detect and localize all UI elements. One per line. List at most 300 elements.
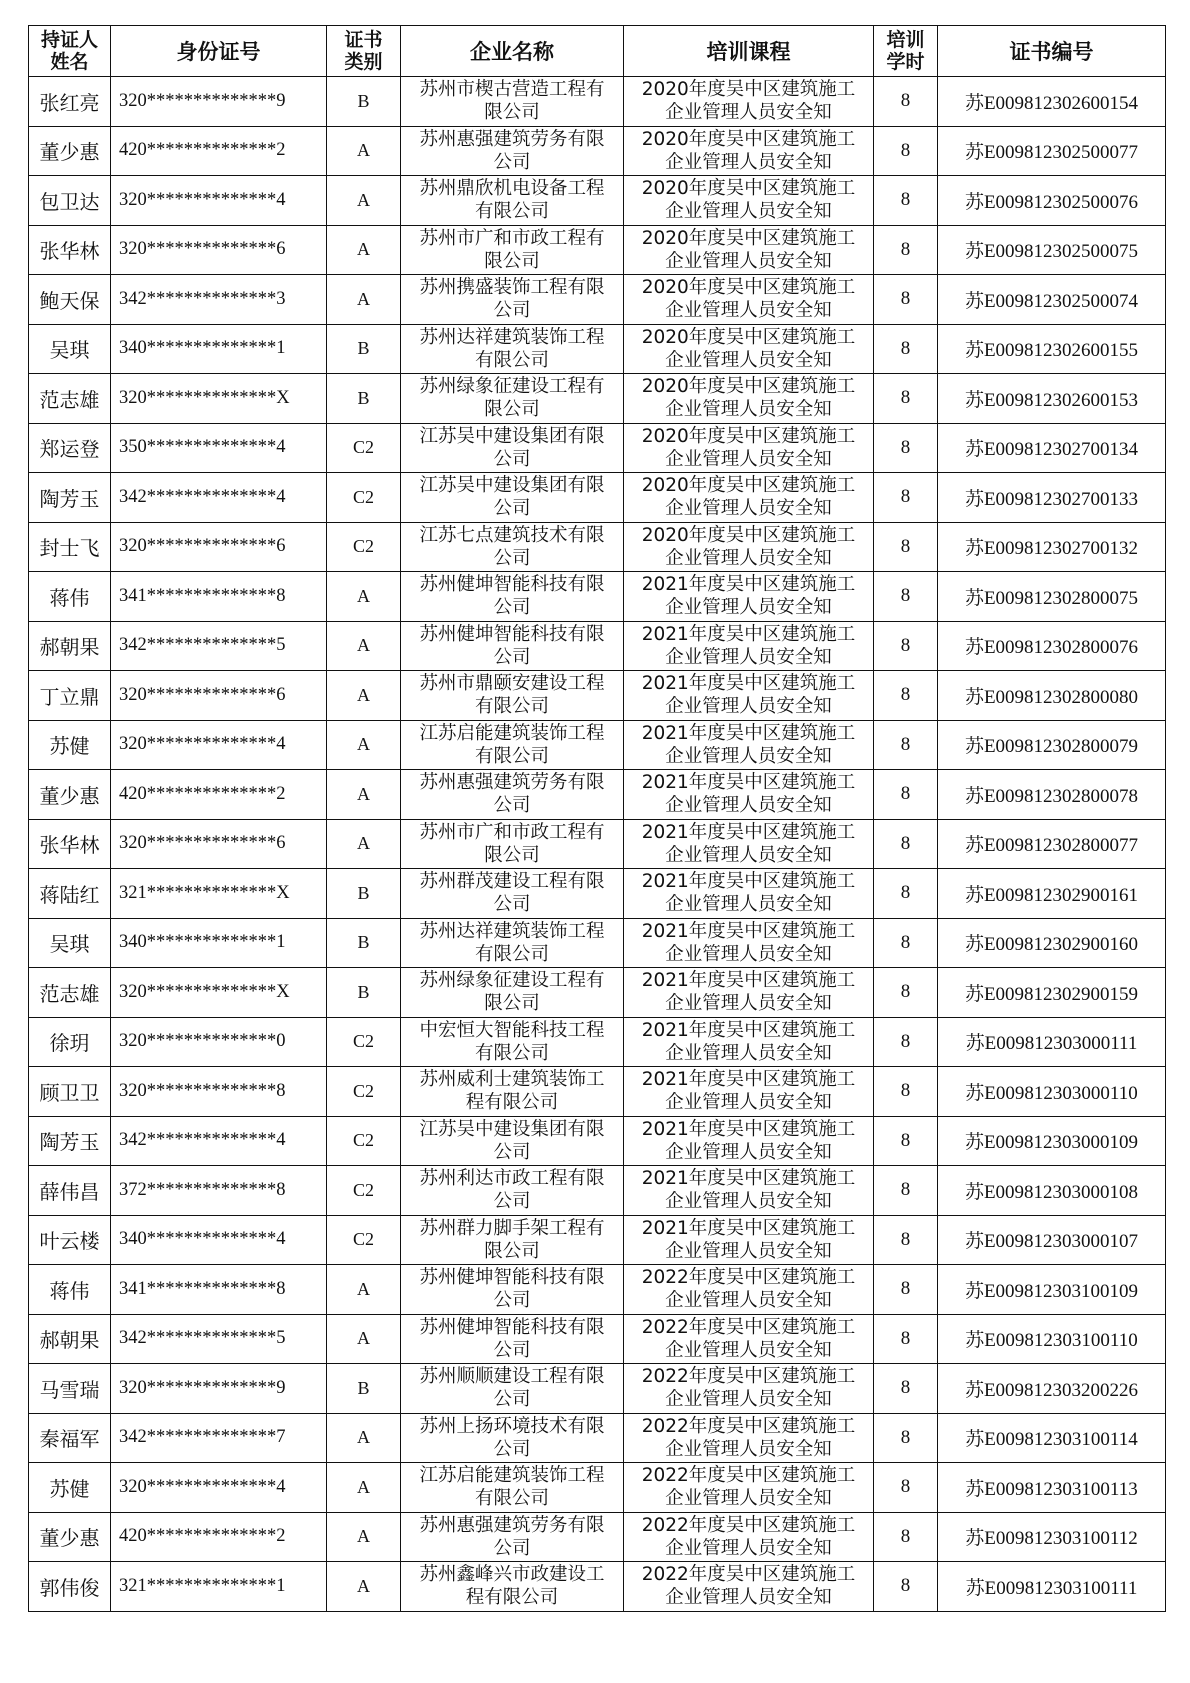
company-cell <box>401 423 624 473</box>
company-text: 苏州顺顺建设工程有限公司 <box>419 1366 605 1411</box>
cert-number-cell: 苏E009812302500074 <box>938 275 1166 325</box>
cert-number-cell: 苏E009812302800078 <box>938 770 1166 820</box>
id-number-cell: 342**************4 <box>111 1116 327 1166</box>
course-cell <box>624 1017 874 1067</box>
table-row <box>29 1413 1166 1463</box>
holder-name-cell: 董少惠 <box>29 126 111 176</box>
id-number-cell: 320**************0 <box>111 1017 327 1067</box>
company-cell <box>401 1512 624 1562</box>
company-text: 苏州市广和市政工程有限公司 <box>419 821 605 866</box>
hours-cell: 8 <box>874 1215 938 1265</box>
course-cell <box>624 324 874 374</box>
company-text: 苏州健坤智能科技有限公司 <box>419 574 605 619</box>
course-cell <box>624 225 874 275</box>
company-cell <box>401 1314 624 1364</box>
company-cell <box>401 1413 624 1463</box>
course-text: 2020年度吴中区建筑施工企业管理人员安全知 <box>641 277 856 322</box>
company-text: 苏州市广和市政工程有限公司 <box>419 227 605 272</box>
hours-cell: 8 <box>874 621 938 671</box>
company-text: 苏州惠强建筑劳务有限公司 <box>419 128 605 173</box>
id-number-cell: 420**************2 <box>111 1512 327 1562</box>
certificate-roster-page <box>28 25 1165 1612</box>
table-row <box>29 918 1166 968</box>
company-text: 苏州上扬环境技术有限公司 <box>419 1415 605 1460</box>
course-cell <box>624 1364 874 1414</box>
id-number-cell: 340**************4 <box>111 1215 327 1265</box>
id-number-cell: 372**************8 <box>111 1166 327 1216</box>
header-cert-type-line1: 证书 <box>344 29 383 51</box>
hours-cell: 8 <box>874 572 938 622</box>
course-cell <box>624 1314 874 1364</box>
cert-number-cell: 苏E009812302800076 <box>938 621 1166 671</box>
hours-cell: 8 <box>874 671 938 721</box>
id-number-cell: 341**************8 <box>111 572 327 622</box>
cert-type-cell: C2 <box>327 1017 401 1067</box>
hours-cell: 8 <box>874 918 938 968</box>
company-text: 苏州利达市政工程有限公司 <box>419 1168 605 1213</box>
course-cell <box>624 1512 874 1562</box>
course-text: 2022年度吴中区建筑施工企业管理人员安全知 <box>641 1415 856 1460</box>
course-cell <box>624 1215 874 1265</box>
company-cell <box>401 522 624 572</box>
cert-type-cell: A <box>327 1314 401 1364</box>
cert-type-cell: A <box>327 126 401 176</box>
company-text: 江苏吴中建设集团有限公司 <box>419 475 605 520</box>
cert-number-cell: 苏E009812302500077 <box>938 126 1166 176</box>
cert-number-cell: 苏E009812302900160 <box>938 918 1166 968</box>
id-number-cell: 320**************4 <box>111 720 327 770</box>
company-cell <box>401 1364 624 1414</box>
holder-name-cell: 陶芳玉 <box>29 1116 111 1166</box>
company-cell <box>401 1067 624 1117</box>
table-row <box>29 869 1166 919</box>
cert-type-cell: C2 <box>327 473 401 523</box>
cert-number-cell: 苏E009812302800079 <box>938 720 1166 770</box>
course-cell <box>624 621 874 671</box>
company-text: 苏州市楔古营造工程有限公司 <box>419 79 605 124</box>
header-holder-name-line2: 姓名 <box>50 51 89 73</box>
hours-cell: 8 <box>874 324 938 374</box>
course-cell <box>624 1116 874 1166</box>
hours-cell: 8 <box>874 819 938 869</box>
table-row <box>29 770 1166 820</box>
cert-number-cell: 苏E009812302800077 <box>938 819 1166 869</box>
company-cell <box>401 225 624 275</box>
cert-number-cell: 苏E009812302600153 <box>938 374 1166 424</box>
id-number-cell: 350**************4 <box>111 423 327 473</box>
table-row <box>29 176 1166 226</box>
cert-number-cell: 苏E009812303000111 <box>938 1017 1166 1067</box>
course-cell <box>624 918 874 968</box>
cert-type-cell: C2 <box>327 522 401 572</box>
course-text: 2021年度吴中区建筑施工企业管理人员安全知 <box>641 920 856 965</box>
hours-cell: 8 <box>874 275 938 325</box>
course-text: 2022年度吴中区建筑施工企业管理人员安全知 <box>641 1514 856 1559</box>
company-cell <box>401 968 624 1018</box>
table-row <box>29 126 1166 176</box>
cert-number-cell: 苏E009812302700133 <box>938 473 1166 523</box>
holder-name-cell: 张华林 <box>29 819 111 869</box>
hours-cell: 8 <box>874 869 938 919</box>
id-number-cell: 420**************2 <box>111 126 327 176</box>
cert-type-cell: A <box>327 176 401 226</box>
table-row <box>29 819 1166 869</box>
company-text: 苏州健坤智能科技有限公司 <box>419 623 605 668</box>
company-cell <box>401 324 624 374</box>
holder-name-cell: 苏健 <box>29 720 111 770</box>
company-cell <box>401 1215 624 1265</box>
table-row <box>29 1463 1166 1513</box>
company-cell <box>401 918 624 968</box>
header-holder-name <box>29 26 111 77</box>
hours-cell: 8 <box>874 225 938 275</box>
hours-cell: 8 <box>874 176 938 226</box>
cert-number-cell: 苏E009812303000110 <box>938 1067 1166 1117</box>
id-number-cell: 341**************8 <box>111 1265 327 1315</box>
holder-name-cell: 范志雄 <box>29 374 111 424</box>
company-text: 江苏吴中建设集团有限公司 <box>419 1118 605 1163</box>
company-text: 苏州健坤智能科技有限公司 <box>419 1267 605 1312</box>
course-cell <box>624 522 874 572</box>
table-row <box>29 423 1166 473</box>
table-row <box>29 621 1166 671</box>
cert-type-cell: A <box>327 1265 401 1315</box>
course-cell <box>624 572 874 622</box>
cert-number-cell: 苏E009812302600155 <box>938 324 1166 374</box>
company-text: 苏州携盛装饰工程有限公司 <box>419 277 605 322</box>
course-text: 2021年度吴中区建筑施工企业管理人员安全知 <box>641 574 856 619</box>
id-number-cell: 340**************1 <box>111 324 327 374</box>
course-cell <box>624 126 874 176</box>
hours-cell: 8 <box>874 1562 938 1612</box>
holder-name-cell: 蒋陆红 <box>29 869 111 919</box>
id-number-cell: 320**************9 <box>111 1364 327 1414</box>
company-text: 苏州健坤智能科技有限公司 <box>419 1316 605 1361</box>
table-row <box>29 1562 1166 1612</box>
cert-type-cell: C2 <box>327 1067 401 1117</box>
cert-number-cell: 苏E009812303100113 <box>938 1463 1166 1513</box>
cert-type-cell: A <box>327 770 401 820</box>
company-cell <box>401 1116 624 1166</box>
hours-cell: 8 <box>874 1413 938 1463</box>
cert-number-cell: 苏E009812303000107 <box>938 1215 1166 1265</box>
course-text: 2021年度吴中区建筑施工企业管理人员安全知 <box>641 1019 856 1064</box>
company-cell <box>401 572 624 622</box>
certificate-roster-table <box>28 25 1166 1612</box>
cert-type-cell: C2 <box>327 423 401 473</box>
table-row <box>29 1512 1166 1562</box>
cert-type-cell: A <box>327 720 401 770</box>
company-cell <box>401 126 624 176</box>
table-row <box>29 77 1166 127</box>
hours-cell: 8 <box>874 1512 938 1562</box>
course-cell <box>624 968 874 1018</box>
company-text: 江苏启能建筑装饰工程有限公司 <box>419 1465 605 1510</box>
holder-name-cell: 徐玥 <box>29 1017 111 1067</box>
hours-cell: 8 <box>874 1067 938 1117</box>
company-text: 苏州市鼎颐安建设工程有限公司 <box>419 673 605 718</box>
cert-number-cell: 苏E009812303200226 <box>938 1364 1166 1414</box>
holder-name-cell: 张华林 <box>29 225 111 275</box>
header-cert-type-line2: 类别 <box>344 51 383 73</box>
hours-cell: 8 <box>874 473 938 523</box>
holder-name-cell: 鲍天保 <box>29 275 111 325</box>
header-hours <box>874 26 938 77</box>
company-text: 江苏七点建筑技术有限公司 <box>419 524 605 569</box>
hours-cell: 8 <box>874 720 938 770</box>
cert-number-cell: 苏E009812302700132 <box>938 522 1166 572</box>
course-cell <box>624 1413 874 1463</box>
header-hours-line2: 学时 <box>886 51 925 73</box>
holder-name-cell: 封士飞 <box>29 522 111 572</box>
holder-name-cell: 郝朝果 <box>29 621 111 671</box>
cert-type-cell: A <box>327 621 401 671</box>
cert-type-cell: A <box>327 1562 401 1612</box>
holder-name-cell: 蒋伟 <box>29 572 111 622</box>
cert-type-cell: A <box>327 671 401 721</box>
cert-number-cell: 苏E009812303100110 <box>938 1314 1166 1364</box>
company-cell <box>401 77 624 127</box>
id-number-cell: 320**************8 <box>111 1067 327 1117</box>
hours-cell: 8 <box>874 1314 938 1364</box>
course-text: 2021年度吴中区建筑施工企业管理人员安全知 <box>641 722 856 767</box>
cert-type-cell: B <box>327 918 401 968</box>
course-text: 2022年度吴中区建筑施工企业管理人员安全知 <box>641 1465 856 1510</box>
hours-cell: 8 <box>874 374 938 424</box>
company-cell <box>401 671 624 721</box>
cert-number-cell: 苏E009812303100111 <box>938 1562 1166 1612</box>
company-cell <box>401 1166 624 1216</box>
table-row <box>29 522 1166 572</box>
course-cell <box>624 770 874 820</box>
course-cell <box>624 176 874 226</box>
cert-type-cell: B <box>327 77 401 127</box>
course-text: 2020年度吴中区建筑施工企业管理人员安全知 <box>641 475 856 520</box>
header-holder-name-line1: 持证人 <box>40 29 98 51</box>
hours-cell: 8 <box>874 423 938 473</box>
id-number-cell: 342**************5 <box>111 621 327 671</box>
header-cert-type <box>327 26 401 77</box>
table-row <box>29 572 1166 622</box>
cert-number-cell: 苏E009812303100112 <box>938 1512 1166 1562</box>
hours-cell: 8 <box>874 1017 938 1067</box>
company-text: 苏州群茂建设工程有限公司 <box>419 871 605 916</box>
cert-number-cell: 苏E009812303000108 <box>938 1166 1166 1216</box>
table-row <box>29 275 1166 325</box>
course-text: 2021年度吴中区建筑施工企业管理人员安全知 <box>641 623 856 668</box>
header-hours-line1: 培训 <box>886 29 925 51</box>
cert-number-cell: 苏E009812302500076 <box>938 176 1166 226</box>
table-row <box>29 473 1166 523</box>
header-course: 培训课程 <box>624 26 874 77</box>
header-id-number: 身份证号 <box>111 26 327 77</box>
holder-name-cell: 吴琪 <box>29 324 111 374</box>
hours-cell: 8 <box>874 1265 938 1315</box>
id-number-cell: 321**************X <box>111 869 327 919</box>
course-text: 2022年度吴中区建筑施工企业管理人员安全知 <box>641 1316 856 1361</box>
table-row <box>29 1017 1166 1067</box>
course-text: 2022年度吴中区建筑施工企业管理人员安全知 <box>641 1267 856 1312</box>
course-text: 2020年度吴中区建筑施工企业管理人员安全知 <box>641 178 856 223</box>
course-cell <box>624 720 874 770</box>
hours-cell: 8 <box>874 1463 938 1513</box>
company-text: 苏州达祥建筑装饰工程有限公司 <box>419 326 605 371</box>
company-cell <box>401 869 624 919</box>
table-row <box>29 1116 1166 1166</box>
company-text: 苏州达祥建筑装饰工程有限公司 <box>419 920 605 965</box>
table-row <box>29 671 1166 721</box>
id-number-cell: 320**************9 <box>111 77 327 127</box>
company-text: 江苏启能建筑装饰工程有限公司 <box>419 722 605 767</box>
cert-number-cell: 苏E009812302600154 <box>938 77 1166 127</box>
id-number-cell: 340**************1 <box>111 918 327 968</box>
course-cell <box>624 77 874 127</box>
hours-cell: 8 <box>874 1116 938 1166</box>
table-row <box>29 324 1166 374</box>
table-row <box>29 1364 1166 1414</box>
table-row <box>29 720 1166 770</box>
course-text: 2022年度吴中区建筑施工企业管理人员安全知 <box>641 1366 856 1411</box>
holder-name-cell: 薛伟昌 <box>29 1166 111 1216</box>
id-number-cell: 342**************4 <box>111 473 327 523</box>
cert-number-cell: 苏E009812303100109 <box>938 1265 1166 1315</box>
id-number-cell: 320**************6 <box>111 225 327 275</box>
company-text: 江苏吴中建设集团有限公司 <box>419 425 605 470</box>
company-text: 苏州鑫峰兴市政建设工程有限公司 <box>419 1564 605 1609</box>
cert-type-cell: B <box>327 324 401 374</box>
id-number-cell: 342**************7 <box>111 1413 327 1463</box>
holder-name-cell: 马雪瑞 <box>29 1364 111 1414</box>
course-cell <box>624 1562 874 1612</box>
course-text: 2021年度吴中区建筑施工企业管理人员安全知 <box>641 1069 856 1114</box>
id-number-cell: 320**************X <box>111 374 327 424</box>
course-cell <box>624 473 874 523</box>
id-number-cell: 321**************1 <box>111 1562 327 1612</box>
course-text: 2021年度吴中区建筑施工企业管理人员安全知 <box>641 821 856 866</box>
course-text: 2021年度吴中区建筑施工企业管理人员安全知 <box>641 1118 856 1163</box>
table-row <box>29 1215 1166 1265</box>
course-cell <box>624 819 874 869</box>
cert-type-cell: B <box>327 869 401 919</box>
company-cell <box>401 275 624 325</box>
header-row <box>29 26 1166 77</box>
company-cell <box>401 1463 624 1513</box>
cert-type-cell: B <box>327 1364 401 1414</box>
course-cell <box>624 869 874 919</box>
holder-name-cell: 张红亮 <box>29 77 111 127</box>
company-cell <box>401 819 624 869</box>
course-text: 2020年度吴中区建筑施工企业管理人员安全知 <box>641 128 856 173</box>
table-row <box>29 1067 1166 1117</box>
cert-number-cell: 苏E009812302900161 <box>938 869 1166 919</box>
table-row <box>29 1265 1166 1315</box>
hours-cell: 8 <box>874 522 938 572</box>
course-text: 2020年度吴中区建筑施工企业管理人员安全知 <box>641 425 856 470</box>
company-cell <box>401 176 624 226</box>
cert-type-cell: A <box>327 1413 401 1463</box>
table-row <box>29 1314 1166 1364</box>
holder-name-cell: 苏健 <box>29 1463 111 1513</box>
cert-type-cell: C2 <box>327 1116 401 1166</box>
id-number-cell: 342**************3 <box>111 275 327 325</box>
course-text: 2020年度吴中区建筑施工企业管理人员安全知 <box>641 227 856 272</box>
hours-cell: 8 <box>874 1364 938 1414</box>
id-number-cell: 320**************4 <box>111 1463 327 1513</box>
course-text: 2020年度吴中区建筑施工企业管理人员安全知 <box>641 79 856 124</box>
course-text: 2021年度吴中区建筑施工企业管理人员安全知 <box>641 871 856 916</box>
id-number-cell: 320**************6 <box>111 522 327 572</box>
company-cell <box>401 1265 624 1315</box>
company-text: 中宏恒大智能科技工程有限公司 <box>419 1019 605 1064</box>
company-text: 苏州惠强建筑劳务有限公司 <box>419 1514 605 1559</box>
course-cell <box>624 1067 874 1117</box>
holder-name-cell: 吴琪 <box>29 918 111 968</box>
cert-number-cell: 苏E009812303000109 <box>938 1116 1166 1166</box>
company-text: 苏州威利士建筑装饰工程有限公司 <box>419 1069 605 1114</box>
cert-type-cell: C2 <box>327 1166 401 1216</box>
id-number-cell: 420**************2 <box>111 770 327 820</box>
cert-type-cell: B <box>327 968 401 1018</box>
company-cell <box>401 720 624 770</box>
cert-type-cell: A <box>327 1463 401 1513</box>
company-text: 苏州惠强建筑劳务有限公司 <box>419 772 605 817</box>
company-cell <box>401 1017 624 1067</box>
holder-name-cell: 丁立鼎 <box>29 671 111 721</box>
id-number-cell: 320**************X <box>111 968 327 1018</box>
company-text: 苏州绿象征建设工程有限公司 <box>419 970 605 1015</box>
cert-number-cell: 苏E009812303100114 <box>938 1413 1166 1463</box>
table-row <box>29 374 1166 424</box>
course-text: 2021年度吴中区建筑施工企业管理人员安全知 <box>641 673 856 718</box>
course-text: 2021年度吴中区建筑施工企业管理人员安全知 <box>641 772 856 817</box>
id-number-cell: 320**************6 <box>111 671 327 721</box>
course-cell <box>624 1463 874 1513</box>
holder-name-cell: 秦福军 <box>29 1413 111 1463</box>
holder-name-cell: 陶芳玉 <box>29 473 111 523</box>
holder-name-cell: 包卫达 <box>29 176 111 226</box>
table-row <box>29 225 1166 275</box>
cert-number-cell: 苏E009812302800075 <box>938 572 1166 622</box>
cert-number-cell: 苏E009812302700134 <box>938 423 1166 473</box>
cert-type-cell: A <box>327 225 401 275</box>
course-cell <box>624 423 874 473</box>
holder-name-cell: 蒋伟 <box>29 1265 111 1315</box>
cert-type-cell: A <box>327 1512 401 1562</box>
holder-name-cell: 郭伟俊 <box>29 1562 111 1612</box>
cert-number-cell: 苏E009812302900159 <box>938 968 1166 1018</box>
holder-name-cell: 郑运登 <box>29 423 111 473</box>
hours-cell: 8 <box>874 1166 938 1216</box>
cert-number-cell: 苏E009812302800080 <box>938 671 1166 721</box>
company-cell <box>401 374 624 424</box>
company-text: 苏州绿象征建设工程有限公司 <box>419 376 605 421</box>
hours-cell: 8 <box>874 968 938 1018</box>
holder-name-cell: 顾卫卫 <box>29 1067 111 1117</box>
company-text: 苏州群力脚手架工程有限公司 <box>419 1217 605 1262</box>
company-cell <box>401 770 624 820</box>
course-text: 2020年度吴中区建筑施工企业管理人员安全知 <box>641 524 856 569</box>
cert-type-cell: A <box>327 819 401 869</box>
id-number-cell: 342**************5 <box>111 1314 327 1364</box>
course-cell <box>624 1166 874 1216</box>
course-text: 2020年度吴中区建筑施工企业管理人员安全知 <box>641 326 856 371</box>
holder-name-cell: 叶云楼 <box>29 1215 111 1265</box>
course-text: 2021年度吴中区建筑施工企业管理人员安全知 <box>641 1168 856 1213</box>
cert-type-cell: C2 <box>327 1215 401 1265</box>
table-row <box>29 968 1166 1018</box>
table-row <box>29 1166 1166 1216</box>
id-number-cell: 320**************6 <box>111 819 327 869</box>
